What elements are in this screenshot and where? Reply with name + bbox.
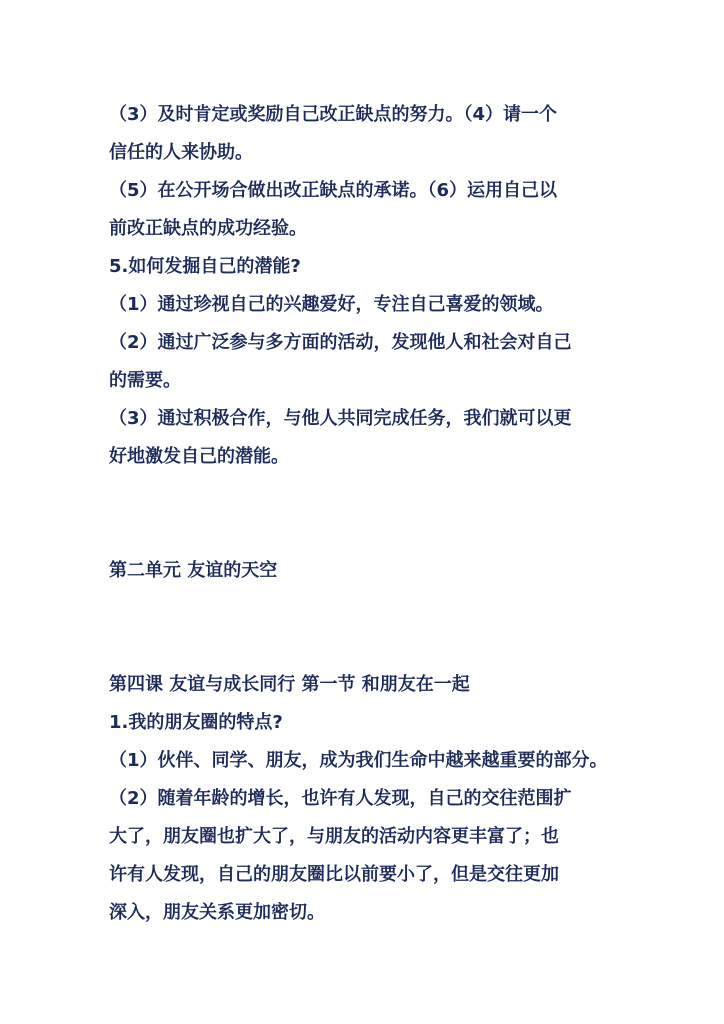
text-line-15: （2）随着年龄的增长，也许有人发现，自己的交往范围扩 — [109, 788, 572, 809]
text-line-9: （3）通过积极合作，与他人共同完成任务，我们就可以更 — [109, 408, 572, 429]
text-line-7: （2）通过广泛参与多方面的活动，发现他人和社会对自己 — [109, 332, 572, 353]
text-line-10: 好地激发自己的潜能。 — [109, 446, 289, 467]
text-line-6: （1）通过珍视自己的兴趣爱好，专注自己喜爱的领域。 — [109, 294, 554, 315]
text-line-17: 许有人发现，自己的朋友圈比以前要小了，但是交往更加 — [109, 864, 559, 885]
text-line-8: 的需要。 — [109, 370, 181, 391]
text-line-3: （5）在公开场合做出改正缺点的承诺。（6）运用自己以 — [109, 180, 558, 201]
question-heading-5: 5.如何发掘自己的潜能? — [109, 256, 301, 277]
text-line-4: 前改正缺点的成功经验。 — [109, 218, 307, 239]
unit-heading: 第二单元 友谊的天空 — [109, 560, 278, 581]
text-line-2: 信任的人来协助。 — [109, 142, 253, 163]
text-line-18: 深入，朋友关系更加密切。 — [109, 902, 325, 923]
text-line-1: （3）及时肯定或奖励自己改正缺点的努力。（4）请一个 — [109, 104, 558, 125]
text-line-14: （1）伙伴、同学、朋友，成为我们生命中越来越重要的部分。 — [109, 750, 608, 771]
question-heading-1: 1.我的朋友圈的特点? — [109, 712, 283, 733]
text-line-16: 大了，朋友圈也扩大了，与朋友的活动内容更丰富了；也 — [109, 826, 559, 847]
lesson-heading: 第四课 友谊与成长同行 第一节 和朋友在一起 — [109, 674, 470, 695]
